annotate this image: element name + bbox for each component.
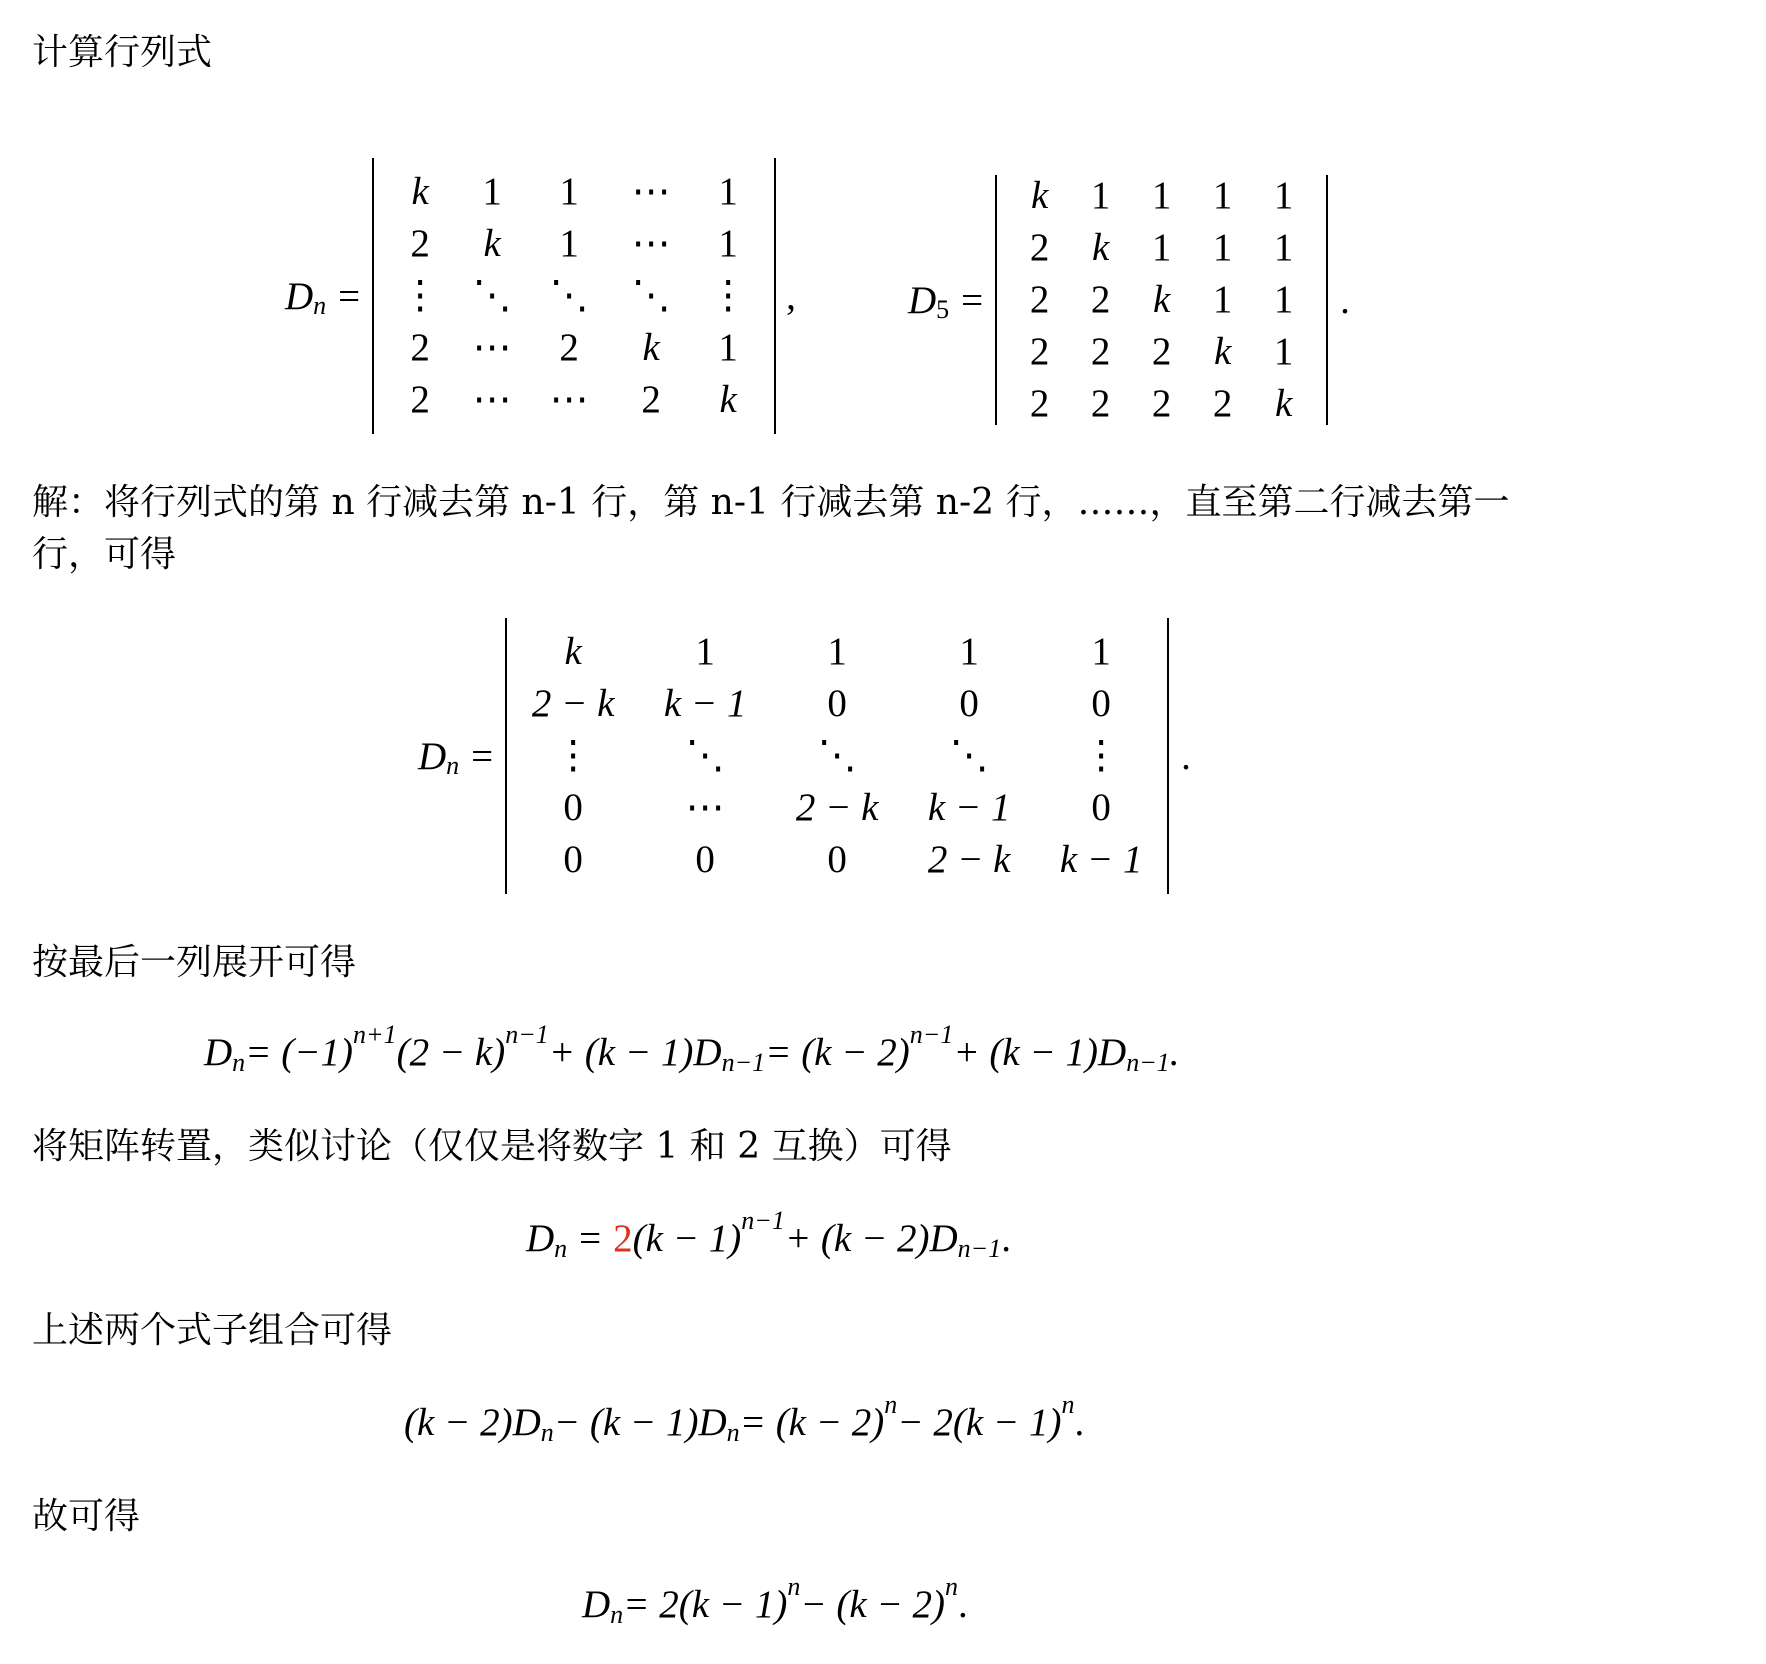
eq-term: = (k − 2) — [739, 1401, 885, 1444]
combined-eq — [404, 1389, 1085, 1447]
eq-sup: n — [945, 1571, 959, 1601]
final-result-eq — [582, 1571, 968, 1629]
matrix-cell: k − 1 — [663, 682, 747, 725]
matrix-cell: 2 — [1151, 382, 1172, 425]
matrix-cell: 2 — [410, 326, 430, 369]
det-lhs: D — [908, 278, 937, 322]
matrix-cell: ⋱ — [549, 274, 589, 317]
highlighted-coefficient: 2 — [613, 1217, 633, 1260]
eq-sup: n−1 — [741, 1205, 785, 1235]
matrix-cell: 2 − k — [531, 682, 615, 725]
matrix-cell: 2 — [1090, 330, 1111, 373]
matrix-cell: 1 — [559, 170, 579, 213]
matrix-cell: 1 — [1212, 226, 1233, 269]
heading: 计算行列式 — [32, 32, 213, 73]
matrix-grid — [374, 166, 774, 426]
matrix-cell: 1 — [1273, 330, 1294, 373]
matrix-cell: 1 — [1090, 174, 1111, 217]
matrix-cell: ⋱ — [817, 734, 857, 777]
determinant-bars — [372, 158, 776, 434]
eq-term: + (k − 1)D — [953, 1031, 1127, 1074]
matrix-cell: ⋯ — [631, 170, 671, 213]
matrix-cell: k — [1275, 382, 1293, 425]
trailing-period: . — [1181, 734, 1191, 778]
matrix-cell: ⋯ — [472, 326, 512, 369]
eq-term: = (k − 2) — [765, 1031, 910, 1074]
det-lhs: D — [285, 274, 314, 318]
matrix-cell: k — [719, 378, 737, 421]
matrix-cell: ⋮ — [708, 274, 748, 317]
matrix-cell: 0 — [1091, 682, 1111, 725]
eq-term: − (k − 2) — [800, 1583, 946, 1626]
matrix-cell: 2 — [1029, 382, 1050, 425]
matrix-cell: 2 — [1029, 330, 1050, 373]
matrix-grid — [507, 626, 1167, 886]
matrix-cell: 0 — [827, 682, 847, 725]
eq-term: + (k − 2)D — [784, 1217, 958, 1260]
matrix-cell: k — [1092, 226, 1110, 269]
right-bar — [774, 158, 776, 434]
matrix-cell: 1 — [482, 170, 502, 213]
eq-sup: n — [884, 1389, 898, 1419]
det-d5 — [908, 170, 1350, 430]
eq-sub: n — [726, 1417, 740, 1447]
det-dn-reduced — [418, 618, 1191, 894]
matrix-cell: 2 — [1151, 330, 1172, 373]
eq-sup: n — [787, 1571, 801, 1601]
matrix-cell: 0 — [959, 682, 979, 725]
eq-term: D — [204, 1031, 233, 1074]
trailing-comma: , — [786, 274, 796, 318]
eq-sup: n — [1061, 1389, 1075, 1419]
matrix-cell: ⋮ — [553, 734, 593, 777]
matrix-cell: 1 — [559, 222, 579, 265]
det-lhs-sub: 5 — [936, 295, 950, 324]
trailing-period: . — [1340, 278, 1350, 322]
matrix-cell: 0 — [695, 838, 715, 881]
eq-term: = (−1) — [245, 1031, 354, 1074]
matrix-cell: ⋮ — [1081, 734, 1121, 777]
matrix-cell: 2 — [1029, 278, 1050, 321]
eq-sub: n−1 — [957, 1233, 1002, 1263]
matrix-cell: 2 — [1029, 226, 1050, 269]
matrix-cell: k — [411, 170, 429, 213]
equals-sign: = — [579, 1217, 602, 1260]
eq-term: − 2(k − 1) — [897, 1401, 1062, 1444]
matrix-cell: 1 — [1273, 174, 1294, 217]
matrix-cell: 0 — [1091, 786, 1111, 829]
matrix-cell: k — [1031, 174, 1049, 217]
matrix-cell: ⋯ — [549, 378, 589, 421]
matrix-cell: 1 — [718, 222, 738, 265]
det-lhs: D — [418, 734, 447, 778]
matrix-cell: k — [1214, 330, 1232, 373]
matrix-cell: 0 — [563, 838, 583, 881]
matrix-cell: k — [1153, 278, 1171, 321]
matrix-cell: 2 — [410, 222, 430, 265]
matrix-cell: k — [642, 326, 660, 369]
eq-lhs: D — [582, 1583, 611, 1626]
matrix-cell: k − 1 — [1059, 838, 1143, 881]
eq-sub: n−1 — [721, 1047, 766, 1077]
expand-text: 按最后一列展开可得 — [32, 942, 357, 983]
matrix-cell: 2 — [1090, 278, 1111, 321]
matrix-cell: 1 — [1151, 174, 1172, 217]
eq-sup: n−1 — [909, 1019, 954, 1049]
eq-term: (2 − k) — [396, 1031, 506, 1074]
matrix-cell: k − 1 — [927, 786, 1011, 829]
combine-text: 上述两个式子组合可得 — [32, 1310, 393, 1351]
right-bar — [1326, 175, 1328, 425]
matrix-cell: ⋯ — [631, 222, 671, 265]
matrix-cell: k — [564, 630, 582, 673]
matrix-cell: 1 — [1273, 226, 1294, 269]
matrix-cell: ⋯ — [472, 378, 512, 421]
eq-sub: n−1 — [1126, 1047, 1170, 1077]
matrix-cell: k — [483, 222, 501, 265]
matrix-cell: 1 — [1151, 226, 1172, 269]
matrix-cell: 2 — [1090, 382, 1111, 425]
matrix-cell: ⋱ — [685, 734, 725, 777]
eq-lhs-sub: n — [554, 1233, 568, 1263]
matrix-cell: 1 — [1273, 278, 1294, 321]
matrix-cell: 1 — [827, 630, 847, 673]
eq-term: (k − 1) — [632, 1217, 742, 1260]
eq-sub: n — [232, 1047, 246, 1077]
trailing-period: . — [1074, 1401, 1085, 1444]
equals-sign: = — [338, 274, 361, 318]
eq-sup: n−1 — [505, 1019, 549, 1049]
matrix-cell: ⋱ — [631, 274, 671, 317]
det-lhs-sub: n — [446, 751, 460, 780]
matrix-cell: 1 — [718, 170, 738, 213]
eq-lhs: D — [526, 1217, 555, 1260]
equals-sign: = — [471, 734, 494, 778]
matrix-grid — [997, 170, 1326, 430]
matrix-cell: 2 − k — [927, 838, 1011, 881]
det-dn-general — [285, 158, 796, 434]
eq-sup: n+1 — [353, 1019, 397, 1049]
matrix-cell: 2 − k — [795, 786, 879, 829]
matrix-cell: 2 — [559, 326, 579, 369]
matrix-cell: 0 — [827, 838, 847, 881]
determinant-bars — [995, 170, 1328, 430]
matrix-cell: 1 — [718, 326, 738, 369]
eq-term: (k − 2)D — [404, 1401, 541, 1444]
matrix-cell: 2 — [1212, 382, 1233, 425]
right-bar — [1167, 618, 1169, 894]
solution-line-2: 行，可得 — [32, 534, 177, 575]
matrix-cell: ⋱ — [472, 274, 512, 317]
matrix-cell: ⋱ — [949, 734, 989, 777]
eq-term: = 2(k − 1) — [623, 1583, 788, 1626]
eq-term: . — [1169, 1031, 1180, 1074]
det-lhs-sub: n — [313, 291, 327, 320]
trailing-period: . — [1001, 1217, 1011, 1260]
matrix-cell: 1 — [1212, 278, 1233, 321]
trailing-period: . — [958, 1583, 968, 1626]
matrix-cell: ⋯ — [685, 786, 725, 829]
recurrence-eq-1 — [204, 1019, 1180, 1077]
matrix-cell: 2 — [410, 378, 430, 421]
conclusion-text: 故可得 — [32, 1496, 141, 1537]
equals-sign: = — [961, 278, 984, 322]
matrix-cell: ⋮ — [400, 274, 440, 317]
solution-line-1: 解：将行列式的第 n 行减去第 n-1 行，第 n-1 行减去第 n-2 行，……，直至第二行减去第一 — [32, 482, 1510, 523]
matrix-cell: 2 — [641, 378, 661, 421]
recurrence-eq-2 — [526, 1205, 1011, 1263]
eq-sub: n — [540, 1417, 554, 1447]
determinant-bars — [505, 618, 1169, 894]
matrix-cell: 0 — [563, 786, 583, 829]
matrix-cell: 1 — [959, 630, 979, 673]
transpose-text: 将矩阵转置，类似讨论（仅仅是将数字 1 和 2 互换）可得 — [32, 1126, 952, 1167]
eq-term: + (k − 1)D — [548, 1031, 722, 1074]
matrix-cell: 1 — [1091, 630, 1111, 673]
eq-term: − (k − 1)D — [553, 1401, 727, 1444]
matrix-cell: 1 — [695, 630, 715, 673]
matrix-cell: 1 — [1212, 174, 1233, 217]
eq-lhs-sub: n — [610, 1599, 624, 1629]
